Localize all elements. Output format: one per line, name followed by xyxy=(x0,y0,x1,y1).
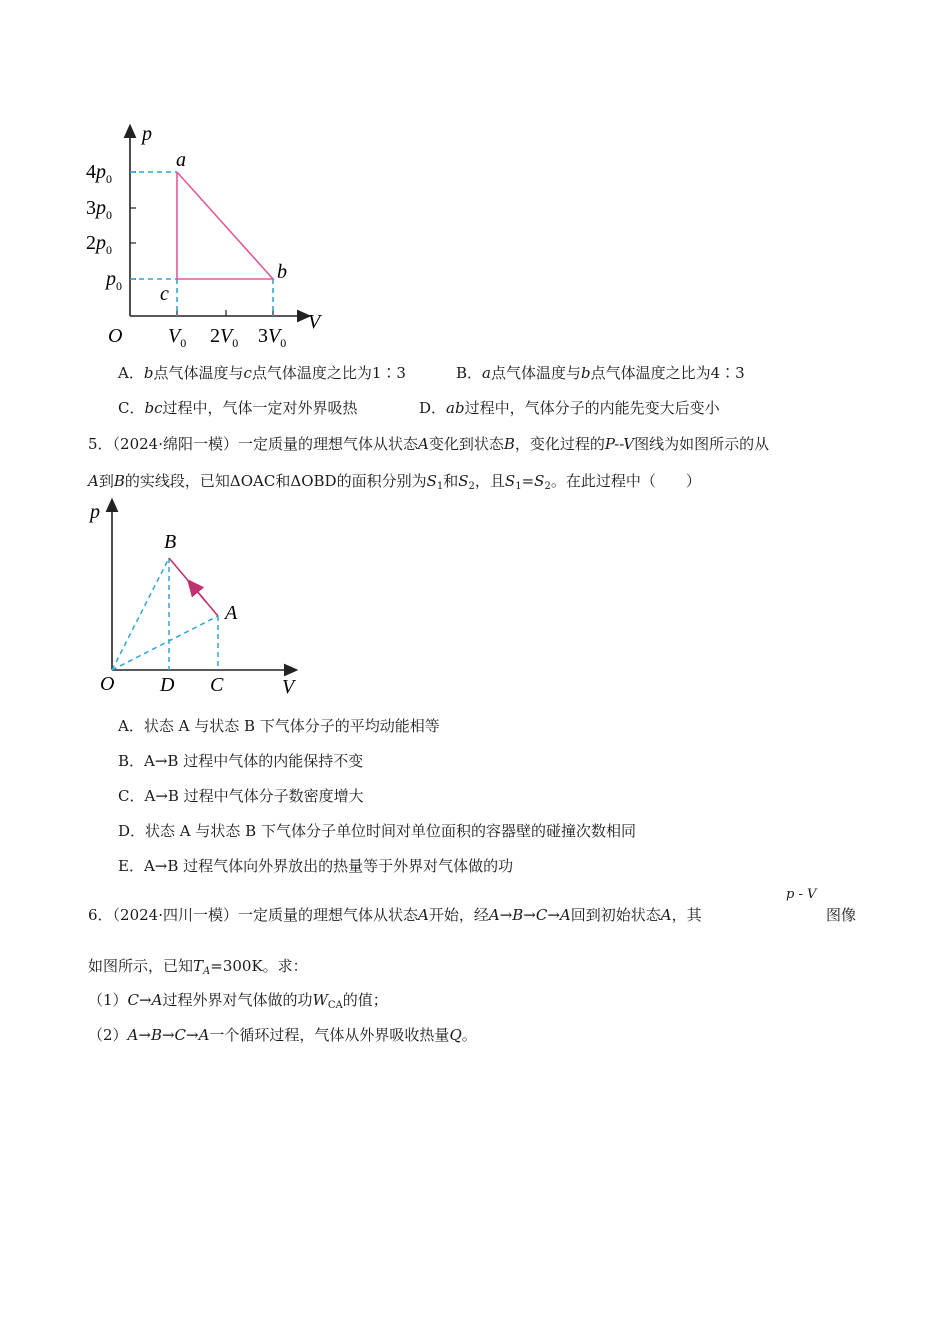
v-axis-label: V xyxy=(282,676,295,698)
q5-option-e[interactable]: E．A→B 过程气体向外界放出的热量等于外界对气体做的功 xyxy=(118,857,514,875)
x-tick-3v0: $3V_0$ xyxy=(258,325,287,350)
y-tick-2p0: $2p_0$ xyxy=(86,232,112,257)
q5-option-d[interactable]: D．状态 A 与状态 B 下气体分子单位时间对单位面积的容器壁的碰撞次数相同 xyxy=(118,822,636,840)
q5-stem-line1: 5．（2024·绵阳一模）一定质量的理想气体从状态A变化到状态B，变化过程的P--V图线为如图所示的从 xyxy=(88,435,770,453)
q4-option-d[interactable]: D．ab过程中，气体分子的内能先变大后变小 xyxy=(419,399,720,417)
q6-stem-suffix: 图像 xyxy=(826,906,857,924)
q5-option-b[interactable]: B．A→B 过程中气体的内能保持不变 xyxy=(118,752,364,770)
q5-option-c[interactable]: C．A→B 过程中气体分子数密度增大 xyxy=(118,787,364,805)
q4-option-c[interactable]: C．bc过程中，气体一定对外界吸热 xyxy=(118,399,358,417)
point-b-label: b xyxy=(277,261,287,283)
q5-option-a[interactable]: A．状态 A 与状态 B 下气体分子的平均动能相等 xyxy=(118,717,440,735)
y-tick-3p0: $3p_0$ xyxy=(86,197,112,222)
v-axis-label: V xyxy=(308,311,321,333)
point-b-label: B xyxy=(164,531,177,553)
x-tick-2v0: $2V_0$ xyxy=(210,325,239,350)
pv-diagram-ab xyxy=(86,498,316,703)
q6-pv-label: p - V xyxy=(786,887,817,902)
dash-ob xyxy=(112,558,169,670)
point-d-label: D xyxy=(160,674,175,696)
origin-label: O xyxy=(108,325,123,347)
origin-label: O xyxy=(100,673,115,695)
q6-stem-line1: 6．（2024·四川一模）一定质量的理想气体从状态A开始，经A→B→C→A回到初始状态A，其 xyxy=(88,906,702,924)
q6-subquestion-2: （2）A→B→C→A一个循环过程，气体从外界吸收热量Q。 xyxy=(88,1026,477,1044)
p-axis-label: p xyxy=(142,123,152,145)
y-tick-4p0: $4p_0$ xyxy=(86,161,112,186)
q5-stem-line2: A到B的实线段，已知ΔOAC和ΔOBD的面积分别为$S_1$和$S_2$，且$S_1=S_2$。在此过程中（ ） xyxy=(88,472,701,492)
process-triangle xyxy=(177,172,273,279)
point-a-label: A xyxy=(225,602,238,624)
point-c-label: C xyxy=(210,674,224,696)
process-arrow xyxy=(192,585,206,602)
q6-stem-line2: 如图所示，已知$T_A=300K$。求： xyxy=(88,957,308,977)
point-c-label: c xyxy=(160,283,169,305)
q4-option-a[interactable]: A．b点气体温度与c点气体温度之比为1∶3 xyxy=(118,364,406,382)
q6-subquestion-1: （1）C→A过程外界对气体做的功$W_{CA}$的值； xyxy=(88,991,388,1011)
x-tick-v0: $V_0$ xyxy=(168,325,187,350)
y-tick-p0: $p_0$ xyxy=(106,268,122,293)
pv-diagram-abc xyxy=(80,120,340,350)
dash-oa xyxy=(112,616,218,670)
p-axis-label: p xyxy=(90,501,100,523)
point-a-label: a xyxy=(176,149,186,171)
q4-option-b[interactable]: B．a点气体温度与b点气体温度之比为4∶3 xyxy=(456,364,745,382)
